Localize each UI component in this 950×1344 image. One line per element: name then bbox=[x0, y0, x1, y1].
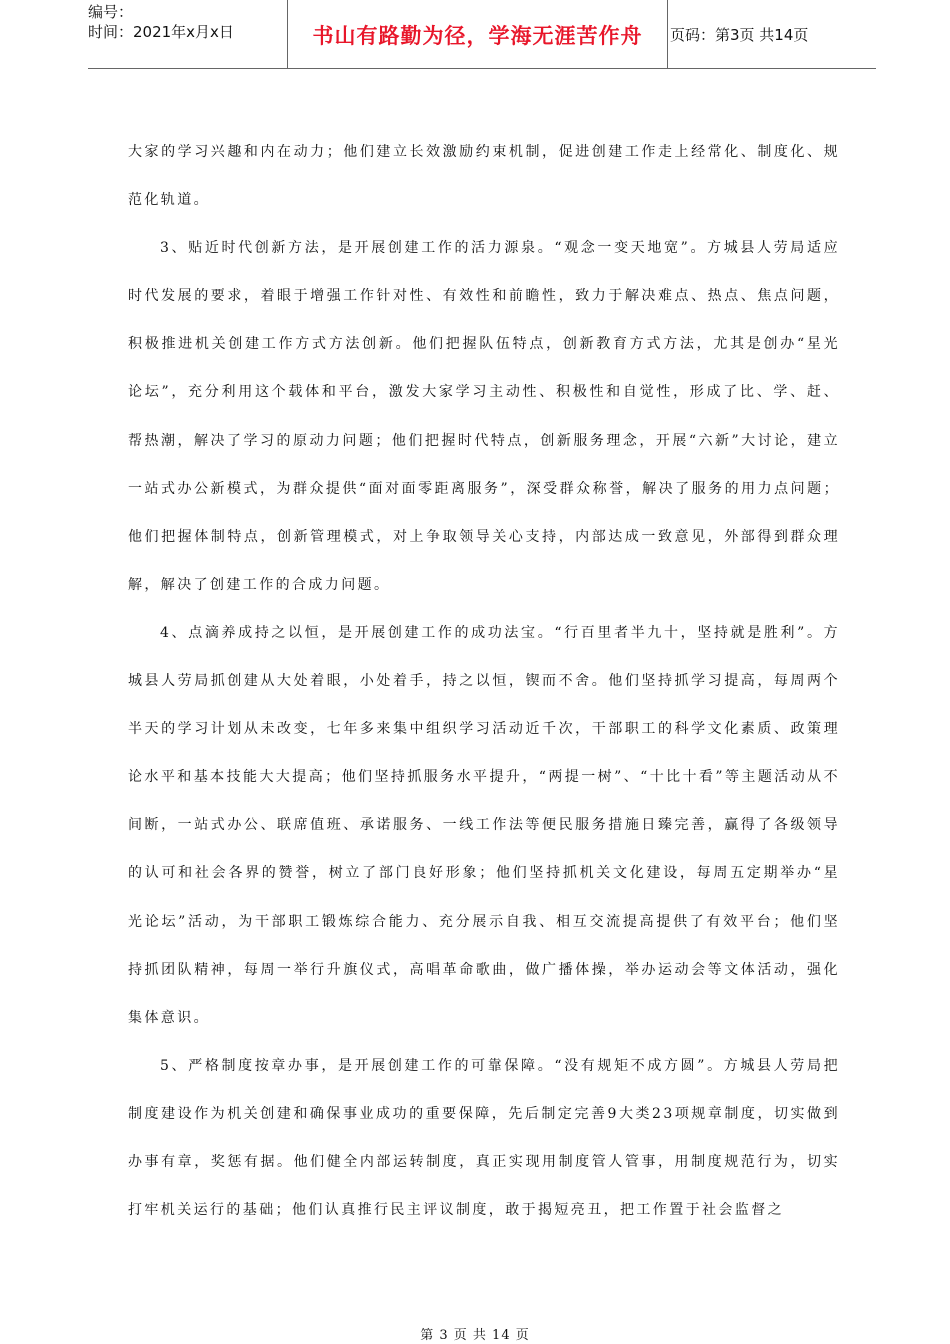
header-divider-right bbox=[667, 0, 668, 68]
page-header bbox=[88, 0, 876, 69]
paragraph-point-4: 4、点滴养成持之以恒，是开展创建工作的成功法宝。“行百里者半九十，坚持就是胜利”。方城县人劳局抓创建从大处着眼，小处着手，持之以恒，锲而不舍。他们坚持抓学习提高，每周两个半天的学习计划从未改变，七年多来集中组织学习活动近千次，干部职工的科学文化素质、政策理论水平和基本技能大大提高；他们坚持抓服务水平提升，“两提一树”、“十比十看”等主题活动从不间断，一站式办公、联席值班、承诺服务、一线工作法等便民服务措施日臻完善，赢得了各级领导的认可和社会各界的赞誉，树立了部门良好形象；他们坚持抓机关文化建设，每周五定期举办“星光论坛”活动，为干部职工锻炼综合能力、充分展示自我、相互交流提高提供了有效平台；他们坚持抓团队精神，每周一举行升旗仪式，高唱革命歌曲，做广播体操，举办运动会等文体活动，强化集体意识。 bbox=[128, 624, 840, 1026]
header-page-info: 页码：第3页 共14页 bbox=[670, 26, 809, 44]
header-motto: 书山有路勤为径，学海无涯苦作舟 bbox=[312, 24, 643, 48]
document-body bbox=[128, 128, 840, 1234]
header-meta bbox=[88, 2, 284, 42]
page-footer: 第 3 页 共 14 页 bbox=[420, 1328, 530, 1343]
paragraph-point-3: 3、贴近时代创新方法，是开展创建工作的活力源泉。“观念一变天地宽”。方城县人劳局适应时代发展的要求，着眼于增强工作针对性、有效性和前瞻性，致力于解决难点、热点、焦点问题，积极推进机关创建工作方式方法创新。他们把握队伍特点，创新教育方式方法，尤其是创办“星光论坛”，充分利用这个载体和平台，激发大家学习主动性、积极性和自觉性，形成了比、学、赶、帮热潮，解决了学习的原动力问题；他们把握时代特点，创新服务理念，开展“六新”大讨论，建立一站式办公新模式，为群众提供“面对面零距离服务”，深受群众称誉，解决了服务的用力点问题；他们把握体制特点，创新管理模式，对上争取领导关心支持，内部达成一致意见，外部得到群众理解，解决了创建工作的合成力问题。 bbox=[128, 240, 840, 593]
document-date-label: 时间：2021年x月x日 bbox=[88, 23, 234, 41]
paragraph-point-5: 5、严格制度按章办事，是开展创建工作的可靠保障。“没有规矩不成方圆”。方城县人劳局把制度建设作为机关创建和确保事业成功的重要保障，先后制定完善9大类23项规章制度，切实做到办事有章，奖惩有据。他们健全内部运转制度，真正实现用制度管人管事，用制度规范行为，切实打牢机关运行的基础；他们认真推行民主评议制度，敢于揭短亮丑，把工作置于社会监督之 bbox=[128, 1057, 840, 1219]
paragraph-continuation: 大家的学习兴趣和内在动力；他们建立长效激励约束机制，促进创建工作走上经常化、制度化、规范化轨道。 bbox=[128, 144, 840, 209]
document-number-label: 编号： bbox=[88, 3, 134, 21]
